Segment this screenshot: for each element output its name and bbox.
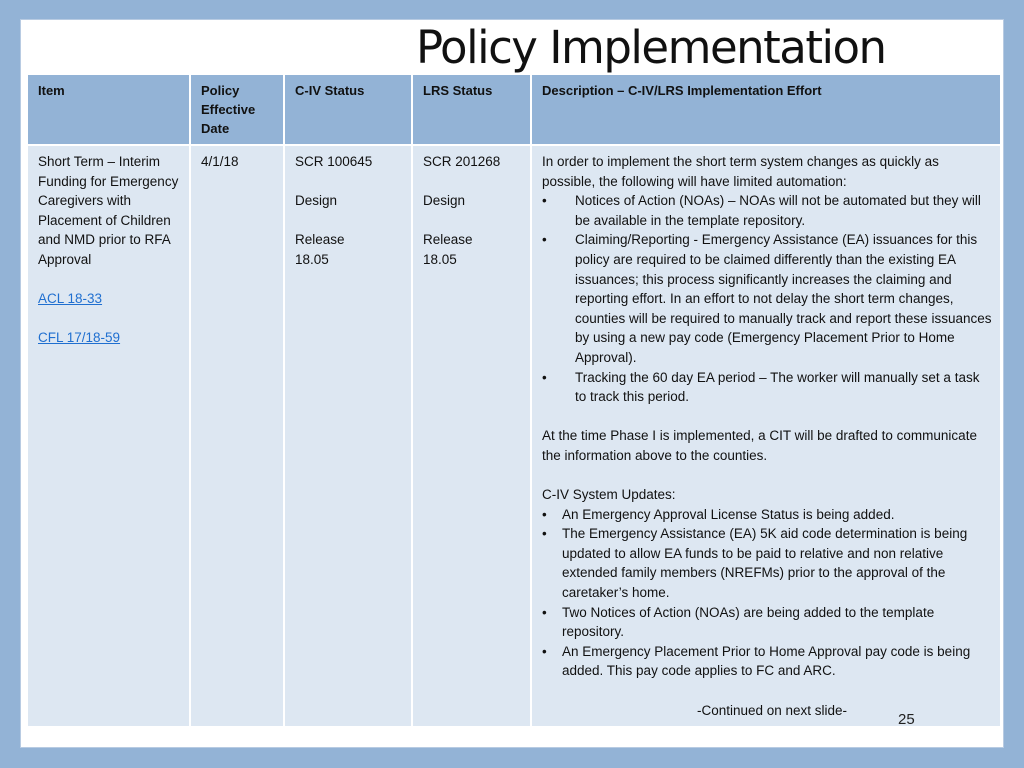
policy-table bbox=[26, 73, 1002, 728]
link-cfl-17-18-59[interactable]: CFL 17/18-59 bbox=[38, 330, 121, 346]
header-effective-date: Policy Effective Date bbox=[191, 75, 283, 144]
description-cell bbox=[532, 146, 1000, 726]
slide bbox=[20, 19, 1004, 748]
bullet-icon: • bbox=[542, 506, 547, 522]
limited-automation-list bbox=[542, 191, 992, 407]
list-item: • Tracking the 60 day EA period – The worker will manually set a task to track this period. bbox=[542, 369, 980, 405]
civ-status-cell bbox=[285, 146, 411, 726]
bullet-icon: • bbox=[542, 193, 547, 209]
list-item: • Two Notices of Action (NOAs) are being added to the template repository. bbox=[542, 604, 935, 640]
list-item: • An Emergency Placement Prior to Home Approval pay code is being added. This pay code applies to FC and ARC. bbox=[542, 643, 971, 679]
civ-release: Release 18.05 bbox=[295, 232, 345, 267]
list-item: • Notices of Action (NOAs) – NOAs will not be automated but they will be available in the template repository. bbox=[542, 193, 981, 228]
header-description: Description – C-IV/LRS Implementation Effort bbox=[532, 75, 1000, 144]
bullet-icon: • bbox=[542, 604, 547, 620]
civ-phase: Design bbox=[295, 193, 338, 209]
header-item: Item bbox=[28, 75, 189, 144]
bullet-icon: • bbox=[542, 526, 547, 542]
civ-scr: SCR 100645 bbox=[295, 154, 373, 169]
page-number: 25 bbox=[898, 711, 915, 728]
date-cell bbox=[191, 146, 283, 726]
bullet-icon: • bbox=[542, 232, 547, 248]
list-item: • An Emergency Approval License Status is being added. bbox=[542, 505, 992, 525]
item-text: Short Term – Interim Funding for Emergency Caregivers with Placement of Children and NMD prior to RFA Approval bbox=[38, 154, 179, 267]
lrs-release: Release 18.05 bbox=[423, 232, 473, 267]
table-row bbox=[28, 146, 1000, 726]
lrs-phase: Design bbox=[423, 193, 466, 209]
lrs-status-cell bbox=[413, 146, 530, 726]
effective-date: 4/1/18 bbox=[201, 154, 239, 169]
bullet-icon: • bbox=[542, 369, 547, 385]
phase-text: At the time Phase I is implemented, a CIT will be drafted to communicate the information above to the counties. bbox=[542, 428, 977, 463]
header-lrs-status: LRS Status bbox=[413, 75, 530, 144]
item-cell bbox=[28, 146, 189, 726]
system-updates-list bbox=[542, 505, 992, 681]
description-intro: In order to implement the short term system changes as quickly as possible, the following will have limited automation: bbox=[542, 154, 939, 189]
header-civ-status: C-IV Status bbox=[285, 75, 411, 144]
continued-note: -Continued on next slide- bbox=[696, 702, 848, 718]
lrs-scr: SCR 201268 bbox=[423, 154, 501, 169]
list-item: • The Emergency Assistance (EA) 5K aid code determination is being updated to allow EA funds to be paid to relative and non relative extended family members (NREFMs) prior to the approval of the caretaker’s home. bbox=[542, 526, 968, 601]
slide-title: Policy Implementation bbox=[416, 21, 886, 74]
list-item: • Claiming/Reporting - Emergency Assistance (EA) issuances for this policy are required to be claimed differently than the existing EA issuances; this process significantly increases the claiming and reporting effort. In an effort to not delay the short term changes, counties will be required to manually track and report these issuances by using a new pay code (Emergency Placement Prior to Home Approval). bbox=[542, 232, 992, 365]
header-row bbox=[28, 75, 1000, 144]
link-acl-18-33[interactable]: ACL 18-33 bbox=[38, 291, 103, 307]
updates-heading: C-IV System Updates: bbox=[542, 487, 676, 503]
bullet-icon: • bbox=[542, 643, 547, 659]
